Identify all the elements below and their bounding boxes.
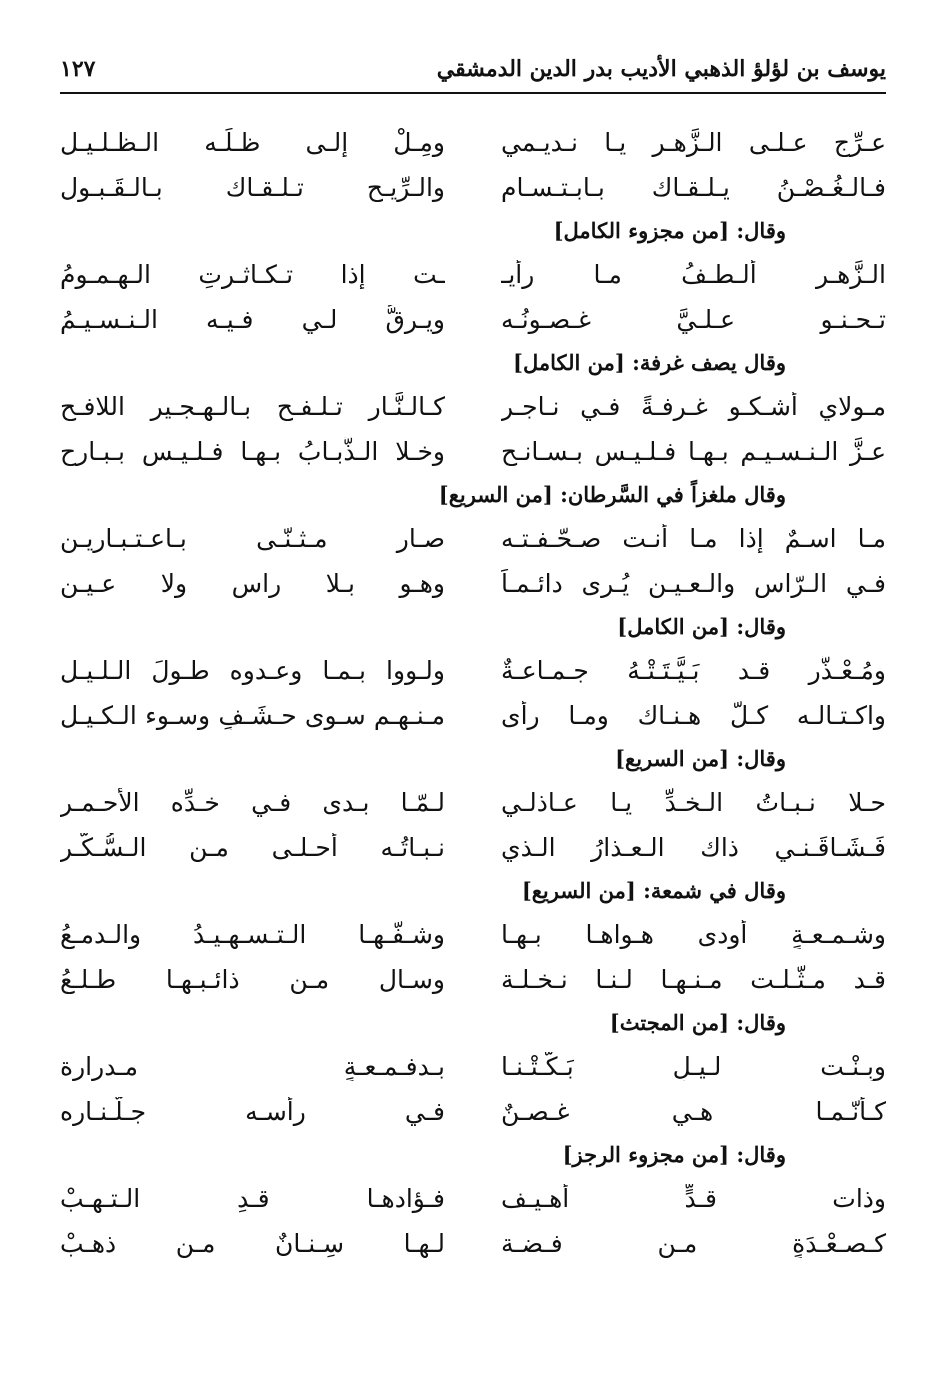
verse-line: [60, 561, 886, 606]
poem-list: [60, 120, 886, 1266]
verse-line: [60, 429, 886, 474]
hemistich-first: فـي الـرّاس والـعـيـن يُـرى دائـمـاً: [501, 569, 886, 598]
hemistich-first: عـزَّ الـنـسـيـم بـهـا فـلـيـس بـسـانـحٍ: [501, 437, 886, 466]
poem-couplets: [60, 780, 886, 870]
hemistich-second: بـدفـمـعـةٍ مـدرارة: [60, 1052, 445, 1081]
hemistich-first: وشـمـعـةٍ أودى هـواهـا بـهـا: [501, 920, 886, 949]
hemistich-second: ويـرقُّ لـي فـيـه الـنـسـيـمُ: [60, 305, 445, 334]
verse-line: [60, 384, 886, 429]
poem-couplets: [60, 648, 886, 738]
hemistich-second: فـي رأسـه جـلّـنـاره: [60, 1097, 445, 1126]
hemistich-first: كـصـعْـدَةٍ مـن فـضـة: [501, 1229, 886, 1258]
page-number: ١٢٧: [60, 56, 96, 82]
verse-line: [60, 780, 886, 825]
hemistich-second: لـهـا سِـنـانٌ مـن ذهـبْ: [60, 1229, 445, 1258]
verse-line: [60, 825, 886, 870]
poem-intro: وقال ملغزاً في السَّرطان: [من السريع]: [438, 482, 786, 507]
hemistich-first: مـا اسـمٌ إذا مـا أنـت صـحّـفـتـه: [501, 524, 886, 553]
hemistich-first: فَـشَـاقَـنـي ذاك الـعـذارُ الـذي: [501, 833, 886, 862]
verse-line: [60, 648, 886, 693]
poem-couplets: [60, 1044, 886, 1134]
hemistich-first: كـأنّـمـا هـي غـصـنٌ: [501, 1097, 886, 1126]
hemistich-second: وشـفّـهـا الـتـسـهـيـدُ والـدمـعُ: [60, 920, 445, 949]
hemistich-second: وخـلا الـذُّبـابُ بـهـا فـلـيـس بـبـارحِ: [60, 437, 445, 466]
verse-line: [60, 957, 886, 1002]
poem-intro: وقال: [من مجزوء الرجز]: [562, 1142, 786, 1167]
hemistich-second: ـت إذا تـكـاثـرتِ الـهـمـومُ: [60, 260, 445, 289]
hemistich-first: فـالـغُـصْـنُ يـلـقـاك بـابـتـسـام: [501, 173, 886, 202]
hemistich-first: قـد مـثّـلـت مـنـهـا لـنـا نـخـلـة: [501, 965, 886, 994]
hemistich-second: كـالـنَّـارِ تـلـفـح بـالـهـجـير اللافـح: [60, 392, 445, 421]
hemistich-first: وذات قـدٍّ أهـيـف: [501, 1184, 886, 1213]
hemistich-first: الـزَّهـر ألـطـفُ مـا رأيـ: [501, 260, 886, 289]
hemistich-second: لـمّـا بـدى فـي خـدِّه الأحـمـرِ: [60, 788, 445, 817]
hemistich-second: ولـووا بـمـا وعـدوه طـولَ الـلـيـلِ: [60, 656, 445, 685]
hemistich-first: عـرِّج عـلـى الـزَّهـرِ يـا نـديـمي: [501, 128, 886, 157]
poem-couplets: [60, 1176, 886, 1266]
poem-couplets: [60, 912, 886, 1002]
verse-line: [60, 1089, 886, 1134]
poem-intro: وقال يصف غرفة: [من الكامل]: [513, 350, 786, 375]
verse-line: [60, 1221, 886, 1266]
hemistich-second: مـنـهـم سـوى حـشَـفٍ وسـوء الـكـيـلِ: [60, 701, 445, 730]
verse-line: [60, 1176, 886, 1221]
hemistich-first: وبِـنْـت لـيـلٍ بَـكَّـتْـنـا: [501, 1052, 886, 1081]
hemistich-second: صـار مـثـنّـى بـاعـتـبـاريـن: [60, 524, 445, 553]
verse-line: [60, 693, 886, 738]
hemistich-second: والـرِّيـح تـلـقـاك بـالـقَـبـولِ: [60, 173, 445, 202]
hemistich-first: مـولاي أشـكـو غـرفـةً فـي نـاجـرٍ: [501, 392, 886, 421]
hemistich-second: وسـال مـن ذائـبـهـا طـلـعُ: [60, 965, 445, 994]
poem-couplets: [60, 252, 886, 342]
verse-line: [60, 516, 886, 561]
poem-intro: وقال في شمعة: [من السريع]: [521, 878, 786, 903]
poem-intro: وقال: [من الكامل]: [617, 614, 786, 639]
hemistich-first: ومُـعْـذَّرٍ قـد بَـيَّـتَـتْـهُ جـمـاعـةٌ: [501, 656, 886, 685]
verse-line: [60, 912, 886, 957]
hemistich-first: واكـتـالـه كـلٌّ هـنـاك ومـا رأى: [501, 701, 886, 730]
verse-line: [60, 1044, 886, 1089]
poem-couplets: [60, 384, 886, 474]
poem-intro: وقال: [من السريع]: [615, 746, 786, 771]
hemistich-second: فـؤادهـا قـدِ الـتـهـبْ: [60, 1184, 445, 1213]
verse-line: [60, 297, 886, 342]
verse-line: [60, 252, 886, 297]
hemistich-first: حـلا نـبـاتُ الـخـدِّ يـا عـاذلـي: [501, 788, 886, 817]
poem-intro: وقال: [من المجتث]: [609, 1010, 786, 1035]
verse-line: [60, 120, 886, 165]
poem-couplets: [60, 516, 886, 606]
poem-couplets: [60, 120, 886, 210]
page-header: [60, 48, 886, 94]
poem-intro: وقال: [من مجزوء الكامل]: [553, 218, 786, 243]
hemistich-second: وهـو بـلا راسٍ ولا عـيـنِ: [60, 569, 445, 598]
hemistich-second: نـبـاتُـه أحـلـى مـن الـسُّـكَّـرِ: [60, 833, 445, 862]
verse-line: [60, 165, 886, 210]
hemistich-first: تـحـنـو عـلـيَّ غـصـونُـه: [501, 305, 886, 334]
running-title: يوسف بن لؤلؤ الذهبي الأديب بدر الدين الدمشقي: [436, 56, 886, 82]
hemistich-second: ومِـلْ إلـى ظـلِّـه الـظـلـيـل: [60, 128, 445, 157]
